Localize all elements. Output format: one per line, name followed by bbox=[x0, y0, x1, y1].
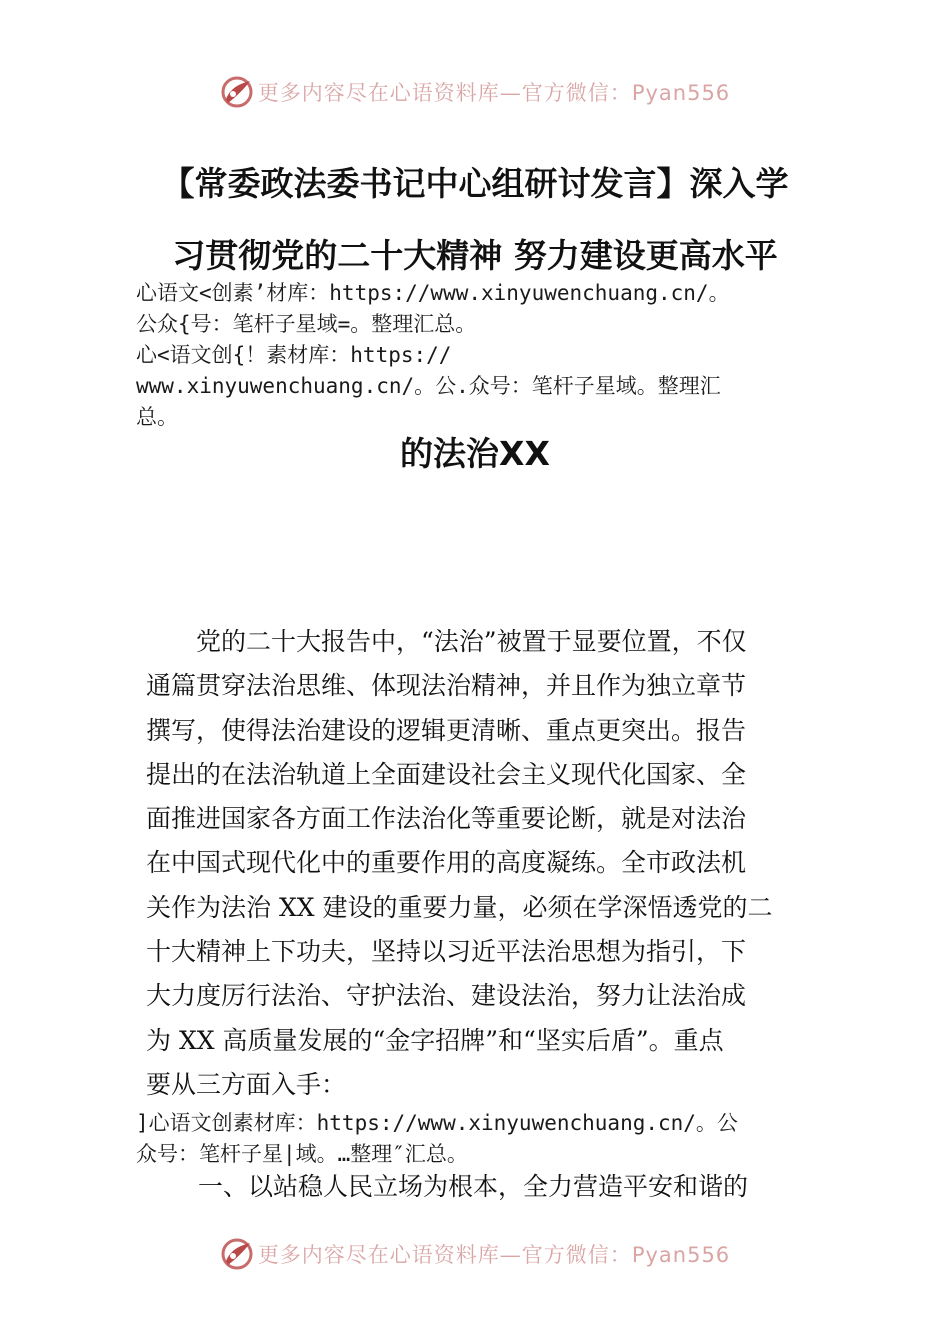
watermark-line: 众号：笔杆子星|域。…整理″汇总。 bbox=[136, 1142, 468, 1166]
header-banner bbox=[0, 68, 950, 116]
paragraph-line: 撰写，使得法治建设的逻辑更清晰、重点更突出。报告 bbox=[146, 715, 747, 745]
paragraph-line: 面推进国家各方面工作法治化等重要论断，就是对法治 bbox=[146, 804, 747, 834]
watermark-line: ]心语文创素材库：https://www.xinyuwenchuang.cn/。公 bbox=[136, 1111, 738, 1135]
section-heading: 一、以站稳人民立场为根本，全力营造平安和谐的 bbox=[198, 1172, 749, 1201]
watermark-line: www.xinyuwenchuang.cn/。公.众号：笔杆子星域。整理汇 bbox=[136, 374, 721, 398]
watermark-line: 总。 bbox=[136, 405, 178, 429]
paragraph-line: 为 XX 高质量发展的“金字招牌”和“坚实后盾”。重点 bbox=[146, 1025, 724, 1055]
body-paragraph bbox=[146, 620, 826, 1107]
watermark-block-1 bbox=[136, 278, 836, 433]
banner-text: 更多内容尽在心语资料库—官方微信：Pyan556 bbox=[257, 1243, 731, 1267]
paragraph-line: 大力度厉行法治、守护法治、建设法治，努力让法治成 bbox=[146, 981, 747, 1011]
paragraph-line: 通篇贯穿法治思维、体现法治精神，并且作为独立章节 bbox=[146, 671, 747, 701]
watermark-line: 心语文<创素’材库：https://www.xinyuwenchuang.cn/。 bbox=[136, 281, 730, 305]
watermark-line: 公众{号：笔杆子星域=。整理汇总。 bbox=[136, 312, 477, 336]
paragraph-line: 在中国式现代化中的重要作用的高度凝练。全市政法机 bbox=[146, 848, 747, 878]
logo-icon bbox=[220, 1237, 254, 1271]
wechat-id: Pyan556 bbox=[631, 81, 731, 105]
watermark-block-2 bbox=[136, 1108, 836, 1170]
banner-text: 更多内容尽在心语资料库—官方微信：Pyan556 bbox=[257, 81, 731, 105]
footer-banner bbox=[0, 1230, 950, 1278]
doc-title-line-2: 习贯彻党的二十大精神 努力建设更高水平 bbox=[172, 236, 778, 275]
paragraph-line: 党的二十大报告中，“法治”被置于显要位置，不仅 bbox=[146, 627, 747, 656]
doc-title-line-1: 【常委政法委书记中心组研讨发言】深入学 bbox=[161, 164, 789, 203]
wechat-id: Pyan556 bbox=[631, 1243, 731, 1267]
paragraph-line: 十大精神上下功夫，坚持以习近平法治思想为指引，下 bbox=[146, 937, 747, 967]
paragraph-line: 关作为法治 XX 建设的重要力量，必须在学深悟透党的二 bbox=[146, 892, 773, 922]
logo-icon bbox=[220, 75, 254, 109]
doc-title-line-3: 的法治XX bbox=[400, 434, 550, 473]
watermark-line: 心<语文创{！素材库：https:// bbox=[136, 343, 452, 367]
paragraph-line: 要从三方面入手： bbox=[146, 1069, 347, 1099]
paragraph-line: 提出的在法治轨道上全面建设社会主义现代化国家、全 bbox=[146, 759, 747, 789]
